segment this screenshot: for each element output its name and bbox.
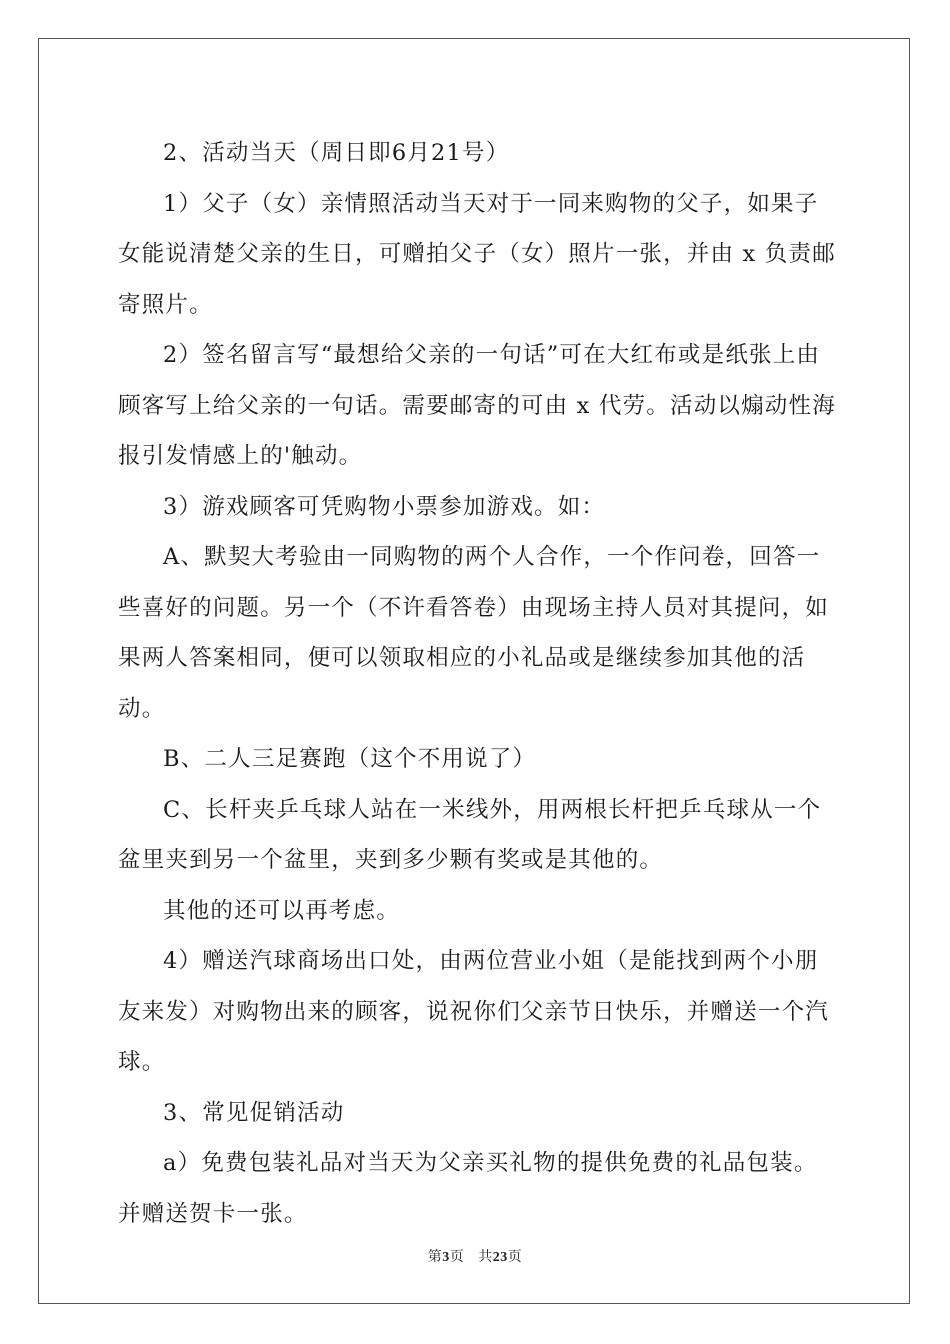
footer-page-prefix: 第 xyxy=(427,1249,443,1265)
paragraph-section-3-heading: 3、常见促销活动 xyxy=(163,1099,345,1126)
footer-page-suffix: 页 xyxy=(449,1249,465,1265)
page-footer xyxy=(0,1246,950,1266)
footer-total-suffix: 页 xyxy=(507,1249,523,1265)
document-body xyxy=(118,128,838,1239)
footer-total-prefix: 共 xyxy=(478,1249,493,1265)
footer-page-number: 3 xyxy=(442,1250,450,1265)
paragraph-game-a: A、默契大考验由一同购物的两个人合作，一个作问卷，回答一些喜好的问题。另一个（不许看答卷）由现场主持人员对其提问，如果两人答案相同，便可以领取相应的小礼品或是继续参加其他的活动。 xyxy=(118,544,830,722)
paragraph-other-note: 其他的还可以再考虑。 xyxy=(163,897,401,924)
paragraph-section-2-heading: 2、活动当天（周日即6月21号） xyxy=(163,140,510,166)
paragraph-item-1-photo: 1）父子（女）亲情照活动当天对于一同来购物的父子，如果子女能说清楚父亲的生日，可赠拍父子（女）照片一张，并由 x 负责邮寄照片。 xyxy=(118,190,836,318)
paragraph-game-b: B、二人三足赛跑（这个不用说了） xyxy=(163,746,537,772)
paragraph-item-3-games: 3）游戏顾客可凭购物小票参加游戏。如： xyxy=(163,493,606,520)
paragraph-item-a-gift-wrap: a）免费包装礼品对当天为父亲买礼物的提供免费的礼品包装。并赠送贺卡一张。 xyxy=(118,1150,818,1227)
paragraph-item-2-signature: 2）签名留言写“最想给父亲的一句话”可在大红布或是纸张上由顾客写上给父亲的一句话。需要邮寄的可由 x 代劳。活动以煽动性海报引发情感上的'触动。 xyxy=(118,342,836,469)
footer-total-pages: 23 xyxy=(492,1250,508,1265)
paragraph-item-4-balloons: 4）赠送汽球商场出口处，由两位营业小姐（是能找到两个小朋友来发）对购物出来的顾客，说祝你们父亲节日快乐，并赠送一个汽球。 xyxy=(118,948,830,1075)
paragraph-game-c: C、长杆夹乒乓球人站在一米线外，用两根长杆把乒乓球从一个盆里夹到另一个盆里，夹到多少颗有奖或是其他的。 xyxy=(118,796,822,873)
